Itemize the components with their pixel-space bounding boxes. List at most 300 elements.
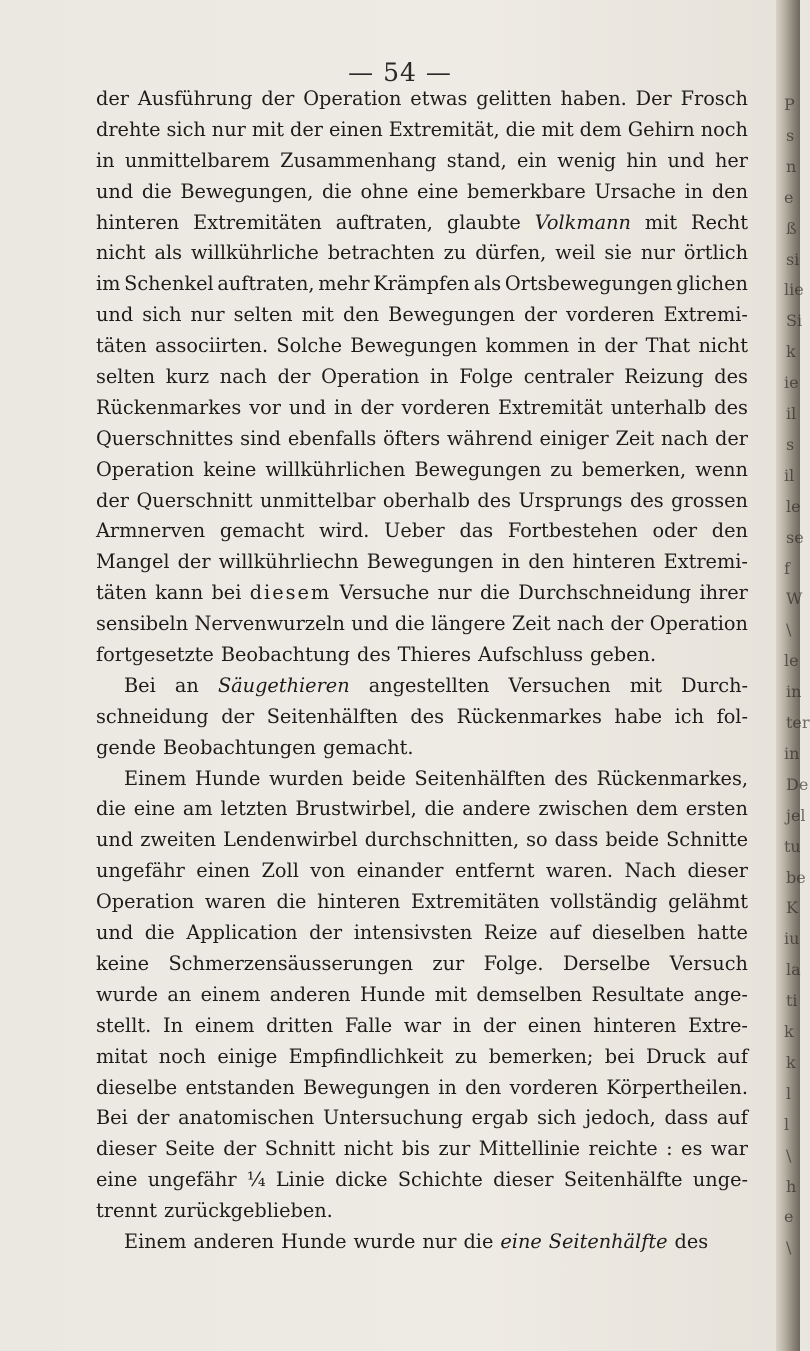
word: nur — [437, 581, 472, 605]
word: die — [479, 581, 510, 605]
word: des — [714, 395, 748, 419]
word: die — [321, 179, 352, 203]
word: bis — [401, 1137, 431, 1161]
word: Einem — [124, 1229, 187, 1253]
word: einiger — [539, 426, 609, 450]
word: in — [684, 179, 704, 203]
word: des — [477, 488, 512, 512]
bleed-glyph: l — [786, 1083, 792, 1103]
word: Reizung — [624, 365, 704, 389]
word: noch — [158, 1044, 207, 1068]
bleed-glyph: n — [786, 156, 797, 176]
text-line — [96, 516, 748, 547]
word: war — [403, 1013, 442, 1037]
word: der — [177, 550, 211, 574]
word: Zeit — [615, 426, 655, 450]
text-line — [96, 825, 748, 856]
text-line — [96, 980, 748, 1011]
word: Seitenhälften — [266, 704, 398, 728]
word: Untersuchung — [323, 1106, 463, 1130]
bleed-glyph: jel — [786, 805, 806, 825]
word: der — [604, 334, 638, 358]
word: Nach — [624, 859, 677, 883]
text-line — [96, 300, 748, 331]
word: mit — [541, 117, 574, 141]
word: als — [473, 272, 502, 296]
word: Ausführung — [137, 87, 253, 110]
word: selten — [96, 365, 156, 389]
word: dieselbe — [96, 1075, 178, 1099]
word: unmittelbar — [260, 488, 376, 512]
text-line — [96, 887, 748, 918]
word: Folge — [459, 365, 514, 389]
word: zur — [432, 951, 465, 975]
word: geben. — [590, 643, 657, 667]
word: einen — [328, 117, 383, 141]
word: Bewegungen — [303, 1075, 430, 1099]
text-line — [96, 1042, 748, 1073]
word: in — [430, 365, 449, 389]
word: bemerken; — [488, 1044, 594, 1068]
word: nur — [422, 1229, 457, 1253]
word: fol- — [716, 704, 748, 728]
word: stand, — [446, 148, 507, 172]
word: den — [711, 179, 748, 203]
word: Folge. — [483, 951, 544, 975]
word: Brustwirbel, — [295, 797, 417, 821]
word: in — [438, 1075, 457, 1099]
word: wurden — [269, 766, 344, 790]
word: ohne — [360, 179, 409, 203]
word: That — [645, 334, 691, 358]
text-line — [96, 1073, 748, 1104]
word: kommen — [485, 334, 570, 358]
bleed-glyph: K — [786, 898, 798, 918]
word: Operation — [303, 87, 402, 110]
word: wurde — [353, 1229, 416, 1253]
word: der — [277, 365, 311, 389]
word: als — [154, 241, 183, 265]
word: anatomischen — [178, 1106, 315, 1130]
word: vorderen — [566, 303, 655, 327]
word: trennt — [96, 1199, 157, 1223]
word: Zeit — [511, 612, 551, 636]
word: oder — [652, 519, 698, 543]
word: der — [483, 1013, 516, 1037]
word: zweiten — [140, 828, 217, 852]
bleed-glyph: si — [786, 249, 800, 269]
word: auf — [716, 1106, 748, 1130]
word: die — [276, 890, 307, 914]
word: wenn — [695, 457, 748, 481]
word: ein — [516, 148, 547, 172]
word: schneidung — [96, 704, 209, 728]
text-line — [96, 764, 748, 795]
word: wird. — [319, 519, 370, 543]
word: Ursprungs — [518, 488, 623, 512]
word: betrachten — [327, 241, 435, 265]
word: Seitenhälfte — [563, 1168, 683, 1192]
word: der — [221, 704, 255, 728]
word: im — [96, 272, 121, 296]
page-number: — 54 — — [348, 58, 452, 87]
word: Schnitte — [666, 828, 748, 852]
word: die — [141, 179, 172, 203]
word: beide — [605, 828, 660, 852]
word: keine — [203, 457, 257, 481]
word: Extremi- — [663, 303, 748, 327]
word: gemacht. — [322, 735, 414, 759]
text-line — [96, 362, 748, 393]
word: den — [342, 303, 380, 327]
word: gemacht — [219, 519, 305, 543]
word: Seitenhälften — [414, 766, 546, 790]
word: hin — [626, 148, 658, 172]
word: wurde — [96, 982, 158, 1006]
text-line — [96, 84, 748, 115]
word: von — [310, 859, 346, 883]
text-line — [96, 238, 748, 269]
word: und — [288, 395, 327, 419]
text-line — [96, 455, 748, 486]
word: des — [714, 365, 748, 389]
word: des — [554, 766, 588, 790]
word: Bei — [124, 673, 156, 697]
word: willkührlichen — [265, 457, 406, 481]
text-line — [96, 794, 748, 825]
word: andere — [462, 797, 531, 821]
word: centraler — [523, 365, 614, 389]
bleed-glyph: k — [784, 1022, 794, 1041]
word: ¼ — [246, 1168, 266, 1192]
word: nicht — [698, 334, 748, 358]
word: dritten — [266, 1013, 334, 1037]
word: Solche — [276, 334, 342, 358]
bleed-glyph: ti — [786, 991, 798, 1011]
word: sensibeln — [96, 612, 189, 636]
word: mitat — [96, 1044, 148, 1068]
word: Ursache — [594, 179, 676, 203]
word: Thieres — [397, 643, 472, 667]
word: Bewegungen — [388, 303, 516, 327]
bleed-glyph: e — [784, 1207, 794, 1227]
word: die — [505, 117, 536, 141]
word: des — [630, 488, 664, 512]
word: Schnitt — [264, 1137, 336, 1161]
word: fortgesetzte — [96, 643, 214, 667]
word: auftraten, — [217, 272, 315, 296]
word: einige — [217, 1044, 278, 1068]
word: Rückenmarkes — [96, 395, 242, 419]
word: Rückenmarkes, — [596, 766, 748, 790]
word: des — [674, 1229, 709, 1253]
word: der — [360, 395, 394, 419]
word: durchschnitten, — [364, 828, 520, 852]
word: wenig — [557, 148, 617, 172]
text-line — [96, 208, 748, 239]
bleed-glyph: ter — [786, 713, 810, 732]
word: ihrer — [699, 581, 748, 605]
word: ich — [674, 704, 705, 728]
word: weil — [555, 241, 596, 265]
bleed-glyph: la — [786, 960, 801, 980]
word: dieser — [96, 1137, 157, 1161]
word: die — [96, 797, 126, 821]
word: den — [528, 550, 565, 574]
word: ange- — [693, 982, 748, 1006]
word: der — [309, 921, 343, 945]
word: keine — [96, 951, 150, 975]
word: beide — [352, 766, 406, 790]
word: mit — [251, 117, 285, 141]
word: Durchschneidung — [518, 581, 692, 605]
word: sich — [142, 303, 182, 327]
word: entfernt — [454, 859, 535, 883]
word: Application — [186, 921, 298, 945]
word: des — [357, 643, 391, 667]
word: sie — [604, 241, 632, 265]
text-line — [96, 486, 748, 517]
text-line — [96, 733, 748, 764]
word: hinteren — [593, 1013, 677, 1037]
word: habe — [614, 704, 663, 728]
word: anderen — [269, 982, 351, 1006]
word: auftraten, — [335, 210, 433, 234]
word: einen — [527, 1013, 582, 1037]
body-text — [96, 84, 748, 1258]
word: bei — [604, 1044, 635, 1068]
word: Säugethieren — [217, 673, 350, 697]
word: Querschnittes — [96, 426, 234, 450]
word: mit — [644, 210, 678, 234]
word: Seitenhälfte — [548, 1229, 668, 1253]
text-line — [96, 424, 748, 455]
word: Schichte — [397, 1168, 483, 1192]
word: nach — [556, 612, 605, 636]
word: bemerken, — [581, 457, 687, 481]
word: Operation — [321, 365, 420, 389]
right-margin-bleedthrough — [776, 0, 810, 1351]
word: auf — [716, 1044, 748, 1068]
bleed-glyph: be — [786, 867, 806, 887]
word: dieselben — [591, 921, 686, 945]
word: Aufschluss — [478, 643, 584, 667]
word: so — [526, 828, 548, 852]
word: Extremitäten — [410, 890, 540, 914]
bleed-glyph: P — [784, 95, 795, 114]
word: nicht — [96, 241, 146, 265]
bleed-glyph: \ — [786, 620, 792, 640]
word: Operation — [96, 457, 195, 481]
word: ebenfalls — [287, 426, 377, 450]
text-line — [96, 671, 748, 702]
word: nur — [640, 241, 675, 265]
word: dieser — [687, 859, 748, 883]
word: örtlich — [683, 241, 748, 265]
word: in — [96, 148, 115, 172]
word: mehr — [318, 272, 370, 296]
word: Beobachtung — [220, 643, 351, 667]
word: der — [610, 612, 644, 636]
word: Mittellinie — [478, 1137, 581, 1161]
word: Falle — [344, 1013, 393, 1037]
word: in — [452, 1013, 472, 1037]
word: angestellten — [368, 673, 490, 697]
bleed-glyph: s — [786, 434, 795, 454]
word: Körpertheilen. — [606, 1075, 748, 1099]
word: Schenkel — [124, 272, 214, 296]
word: Versuch — [669, 951, 748, 975]
word: ungefähr — [96, 859, 185, 883]
word: die — [394, 612, 425, 636]
bleed-glyph: e — [784, 187, 794, 207]
word: das — [459, 519, 494, 543]
word: Hunde — [195, 766, 261, 790]
word: kann — [155, 581, 204, 605]
text-line — [96, 1227, 748, 1258]
word: Fortbestehen — [507, 519, 638, 543]
word: sich — [166, 117, 206, 141]
word: Extre- — [688, 1013, 748, 1037]
word: Resultate — [591, 982, 685, 1006]
bleed-glyph: f — [784, 558, 790, 578]
text-line — [96, 949, 748, 980]
word: dieser — [493, 1168, 554, 1192]
word: der — [524, 303, 558, 327]
word: den — [465, 1075, 502, 1099]
word: den — [711, 519, 748, 543]
word: dürfen, — [475, 241, 547, 265]
word: entstanden — [185, 1075, 295, 1099]
word: die — [424, 797, 455, 821]
word: glaubte — [446, 210, 521, 234]
word: oberhalb — [382, 488, 470, 512]
word: es — [681, 1137, 703, 1161]
word: dem — [635, 797, 678, 821]
word: zwischen — [538, 797, 629, 821]
word: vollständig — [550, 890, 658, 914]
bleed-glyph: W — [786, 589, 803, 609]
word: an — [174, 673, 199, 697]
word: und — [96, 303, 134, 327]
word: und — [96, 921, 134, 945]
word: glichen — [676, 272, 748, 296]
word: an — [167, 982, 192, 1006]
word: Extremi- — [663, 550, 748, 574]
bleed-glyph: \ — [786, 1145, 792, 1165]
word: dicke — [335, 1168, 388, 1192]
bleed-glyph: h — [786, 1176, 797, 1196]
word: der — [714, 426, 748, 450]
word: und — [96, 828, 134, 852]
word: der — [136, 1106, 170, 1130]
word: gelitten — [476, 87, 552, 110]
word: Operation — [96, 890, 195, 914]
word: mit — [434, 982, 467, 1006]
text-line — [96, 609, 748, 640]
word: zurückgeblieben. — [163, 1199, 333, 1223]
bleed-glyph: le — [784, 651, 799, 671]
word: selten — [233, 303, 293, 327]
word: Extremität — [497, 395, 603, 419]
word: der — [261, 87, 295, 110]
text-line — [96, 1103, 748, 1134]
word: Druck — [646, 1044, 706, 1068]
word: in — [334, 395, 353, 419]
text-line — [96, 702, 748, 733]
word: Operation — [649, 612, 748, 636]
word: Armnerven — [96, 519, 206, 543]
word: jedoch, — [585, 1106, 656, 1130]
word: sich — [537, 1106, 577, 1130]
word: : — [666, 1137, 673, 1161]
word: Reize — [483, 921, 538, 945]
word: Zusammenhang — [280, 148, 437, 172]
word: waren — [204, 890, 266, 914]
text-line — [96, 1134, 748, 1165]
word: Linie — [275, 1168, 325, 1192]
word: her — [714, 148, 748, 172]
word: associirten. — [155, 334, 269, 358]
word: einen — [196, 859, 251, 883]
word: einem — [194, 1013, 255, 1037]
word: reichte — [588, 1137, 658, 1161]
word: Krämpfen — [373, 272, 470, 296]
text-line — [96, 177, 748, 208]
word: am — [182, 797, 213, 821]
word: zu — [454, 1044, 478, 1068]
text-line — [96, 918, 748, 949]
word: der — [289, 117, 323, 141]
word: Recht — [691, 210, 748, 234]
word: bemerkbare — [467, 179, 586, 203]
word: Beobachtungen — [162, 735, 316, 759]
bleed-glyph: in — [786, 682, 802, 702]
word: Bewegungen — [366, 550, 494, 574]
word: mit — [301, 303, 334, 327]
bleed-glyph: ie — [784, 373, 799, 393]
word: und — [667, 148, 705, 172]
word: einem — [200, 982, 261, 1006]
word: Mangel — [96, 550, 170, 574]
text-line — [96, 640, 748, 671]
word: täten — [96, 334, 147, 358]
word: hinteren — [572, 550, 656, 574]
word: vorderen — [401, 395, 491, 419]
text-line — [96, 856, 748, 887]
word: Der — [635, 87, 672, 110]
word: nach — [661, 426, 709, 450]
word: stellt. — [96, 1013, 152, 1037]
text-line — [96, 1165, 748, 1196]
word: eine — [96, 1168, 138, 1192]
bleed-glyph: Si — [786, 311, 803, 331]
word: zu — [443, 241, 467, 265]
word: in — [577, 334, 597, 358]
word: Seite — [164, 1137, 215, 1161]
word: mit — [629, 673, 663, 697]
word: vorderen — [509, 1075, 599, 1099]
bleed-glyph: tu — [784, 836, 801, 856]
word: die — [144, 921, 175, 945]
word: Versuche — [339, 581, 430, 605]
word: unmittelbarem — [124, 148, 270, 172]
text-line — [96, 331, 748, 362]
word: unterhalb — [610, 395, 707, 419]
word: grossen — [671, 488, 748, 512]
bleed-glyph: \ — [786, 1238, 792, 1258]
word: dem — [579, 117, 622, 141]
